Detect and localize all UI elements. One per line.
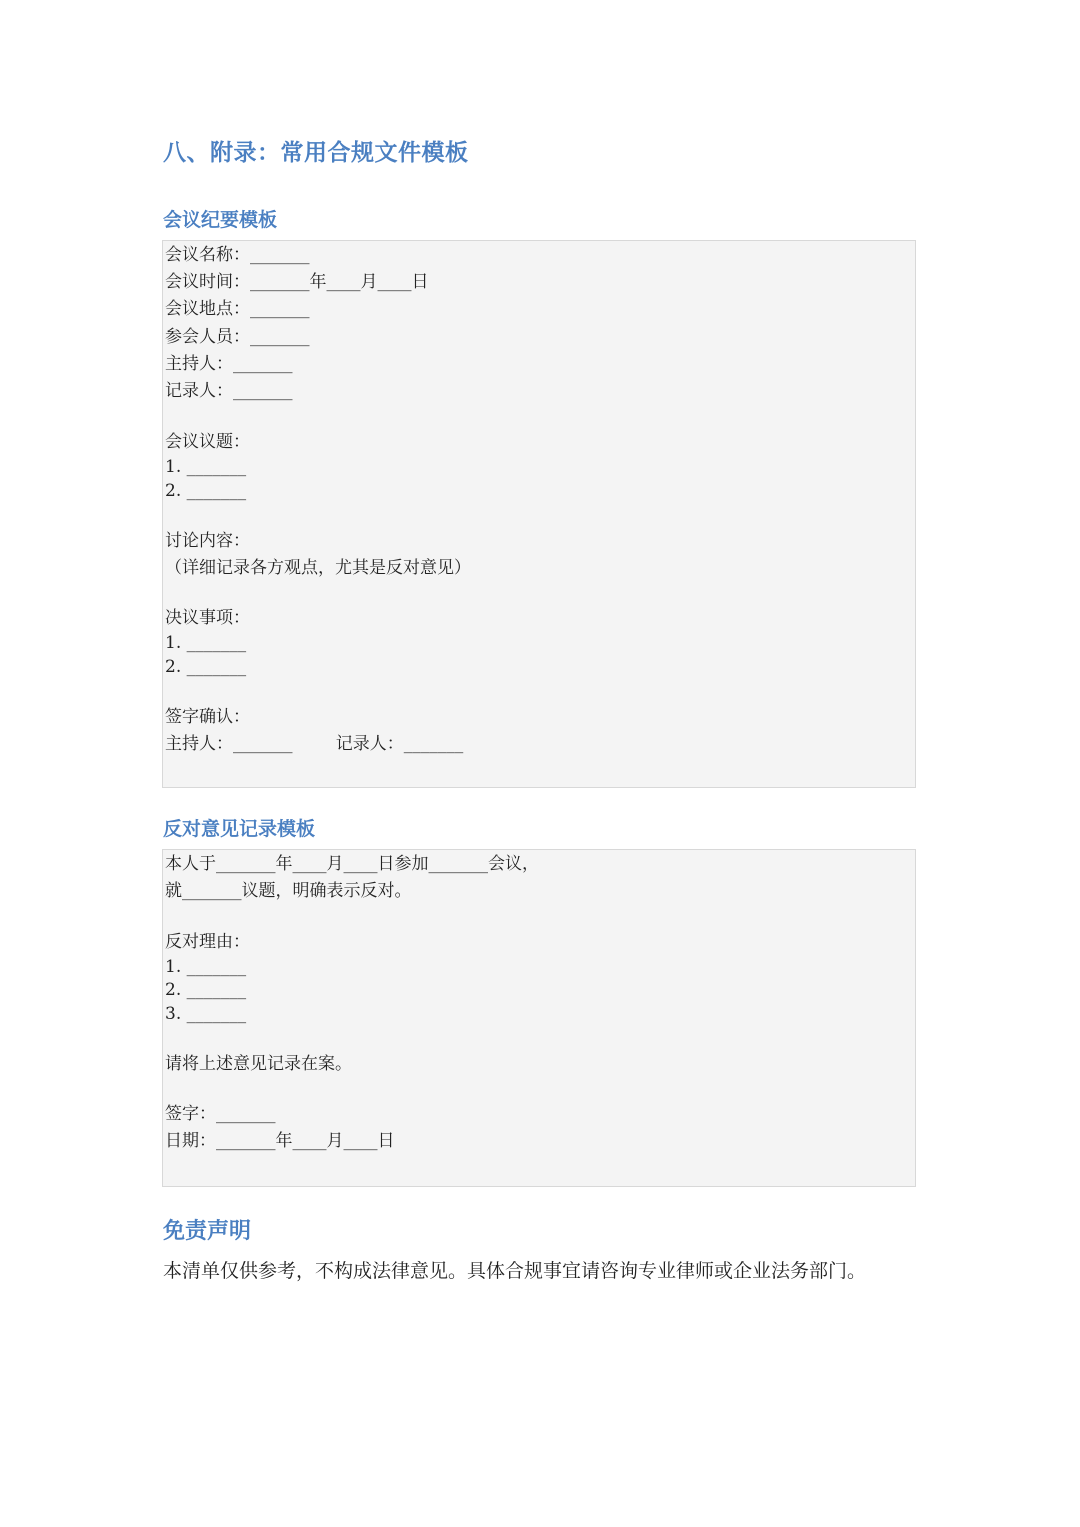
meeting-line-topic-2: 2. _______: [165, 481, 247, 501]
meeting-line-name: 会议名称：_______: [165, 245, 310, 265]
objection-line-attended: 本人于_______年____月____日参加_______会议，: [165, 854, 539, 874]
objection-template-box: [162, 849, 916, 1187]
meeting-line-resolutions: 决议事项：: [165, 608, 250, 628]
objection-line-signature: 签字：_______: [165, 1104, 276, 1124]
meeting-line-discussion: 讨论内容：: [165, 531, 250, 551]
disclaimer-text: 本清单仅供参考，不构成法律意见。具体合规事宜请咨询专业律师或企业法务部门。: [163, 1260, 867, 1282]
meeting-line-location: 会议地点：_______: [165, 299, 310, 319]
meeting-line-topics: 会议议题：: [165, 432, 250, 452]
objection-line-reasons: 反对理由：: [165, 932, 250, 952]
meeting-line-signature: 签字确认：: [165, 707, 250, 727]
objection-line-topic: 就_______议题，明确表示反对。: [165, 881, 412, 901]
meeting-line-topic-1: 1. _______: [165, 457, 247, 477]
objection-line-reason-1: 1. _______: [165, 957, 247, 977]
meeting-line-time: 会议时间：_______年____月____日: [165, 272, 429, 292]
meeting-line-discussion-note: （详细记录各方观点，尤其是反对意见）: [165, 558, 471, 578]
meeting-line-host: 主持人：_______: [165, 354, 293, 374]
meeting-line-resolution-1: 1. _______: [165, 633, 247, 653]
objection-line-reason-2: 2. _______: [165, 980, 247, 1000]
objection-template-heading: 反对意见记录模板: [163, 818, 316, 840]
objection-line-reason-3: 3. _______: [165, 1004, 247, 1024]
meeting-line-attendees: 参会人员：_______: [165, 327, 310, 347]
meeting-line-signers: 主持人：_______ 记录人：_______: [165, 734, 464, 754]
meeting-line-recorder: 记录人：_______: [165, 381, 293, 401]
meeting-template-box: [162, 240, 916, 788]
meeting-template-heading: 会议纪要模板: [163, 209, 278, 231]
meeting-line-resolution-2: 2. _______: [165, 657, 247, 677]
objection-line-record: 请将上述意见记录在案。: [165, 1054, 352, 1074]
disclaimer-heading: 免责声明: [163, 1219, 252, 1244]
section-title: 八、附录：常用合规文件模板: [163, 140, 469, 166]
objection-line-date: 日期：_______年____月____日: [165, 1131, 395, 1151]
